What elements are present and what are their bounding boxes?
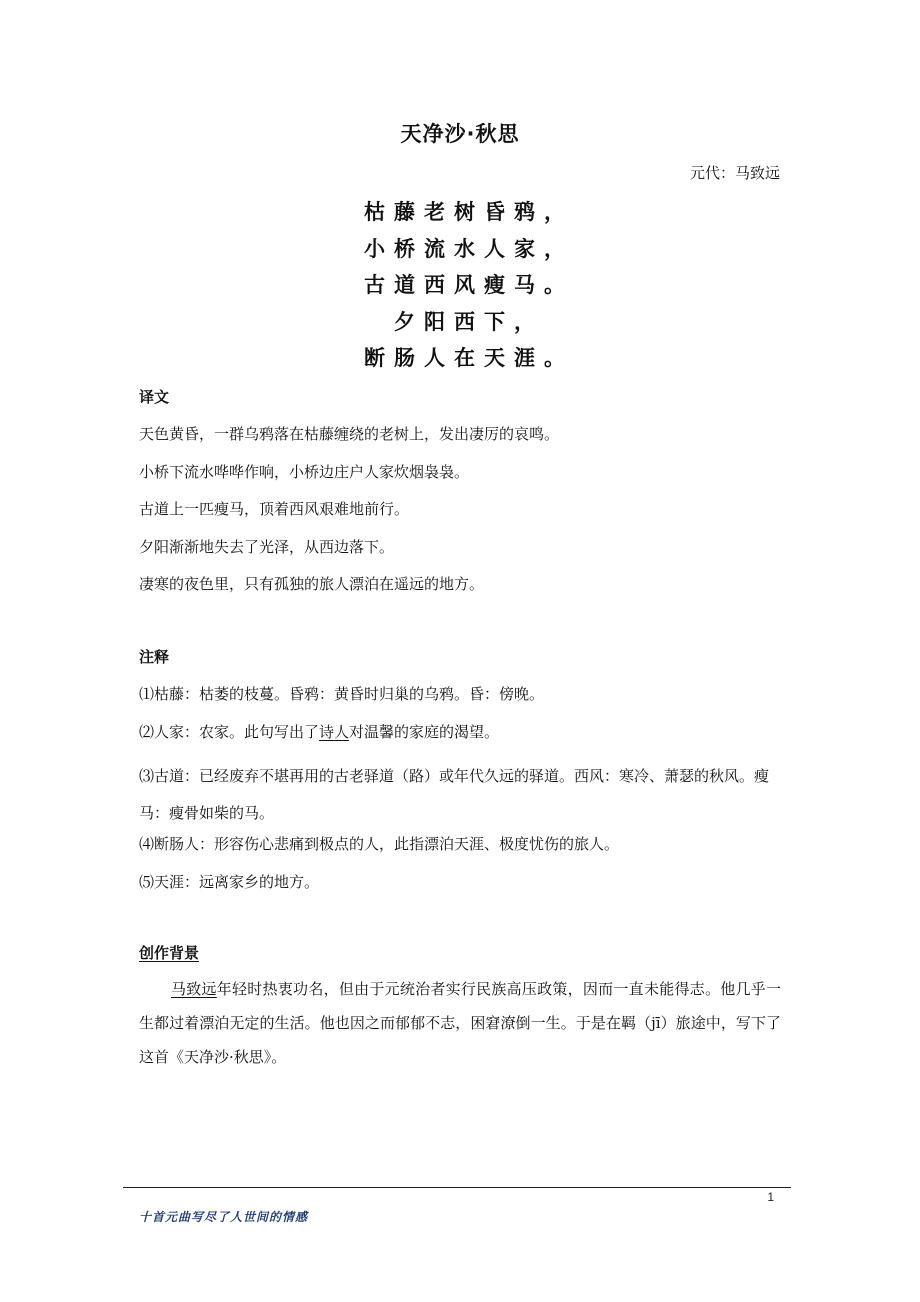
poem-line: 夕阳西下， [394, 309, 544, 334]
note-item: ⑶古道：已经废弃不堪再用的古老驿道（路）或年代久远的驿道。西风：寒冷、萧瑟的秋风。瘦马：瘦骨如柴的马。 [139, 767, 770, 822]
notes-section [139, 683, 789, 908]
note-item: ⑴枯藤：枯萎的枝蔓。昏鸦：黄昏时归巢的乌鸦。昏：傍晚。 [139, 685, 545, 703]
translation-line: 古道上一匹瘦马，顶着西风艰难地前行。 [139, 500, 410, 518]
poet-link[interactable]: 诗人 [319, 722, 350, 741]
poem-line: 枯藤老树昏鸦， [364, 200, 574, 224]
background-paragraph [139, 972, 781, 1074]
translation-line: 天色黄昏，一群乌鸦落在枯藤缠绕的老树上，发出凄厉的哀鸣。 [139, 425, 560, 443]
poem-line: 古道西风瘦马。 [364, 273, 574, 297]
poem-line: 小桥流水人家， [364, 236, 574, 261]
author-link[interactable]: 马致远 [171, 980, 217, 998]
notes-heading: 注释 [139, 648, 170, 666]
translation-heading: 译文 [139, 388, 170, 406]
page-number: 1 [767, 1190, 774, 1204]
footer-divider [123, 1187, 791, 1188]
footer-tagline: 十首元曲写尽了人世间的情感 [139, 1210, 309, 1224]
background-heading: 创作背景 [139, 944, 200, 962]
note-item: ⑸天涯：远离家乡的地方。 [139, 872, 320, 891]
poem-line: 断肠人在天涯。 [364, 346, 574, 370]
translation-section [139, 423, 789, 611]
poem-body [0, 194, 920, 377]
note-text: 对温馨的家庭的渴望。 [349, 722, 500, 741]
note-item: ⑷断肠人：形容伤心悲痛到极点的人，此指漂泊天涯、极度忧伤的旅人。 [139, 835, 620, 853]
poem-author: 元代：马致远 [689, 164, 780, 182]
translation-line: 凄寒的夜色里，只有孤独的旅人漂泊在遥远的地方。 [139, 575, 485, 593]
translation-line: 夕阳渐渐地失去了光泽，从西边落下。 [139, 537, 395, 556]
note-text: ⑵人家：农家。此句写出了 [139, 722, 320, 741]
background-text: 年轻时热衷功名，但由于元统治者实行民族高压政策，因而一直未能得志。他几乎一生都过着漂泊无定的生活。他也因之而郁郁不志，困窘潦倒一生。于是在羁（jī）旅途中，写下了这首《天净沙·秋思》。 [139, 980, 781, 1066]
note-item [139, 721, 789, 759]
poem-title: 天净沙·秋思 [400, 122, 520, 146]
translation-line: 小桥下流水哗哗作响，小桥边庄户人家炊烟袅袅。 [139, 462, 470, 481]
